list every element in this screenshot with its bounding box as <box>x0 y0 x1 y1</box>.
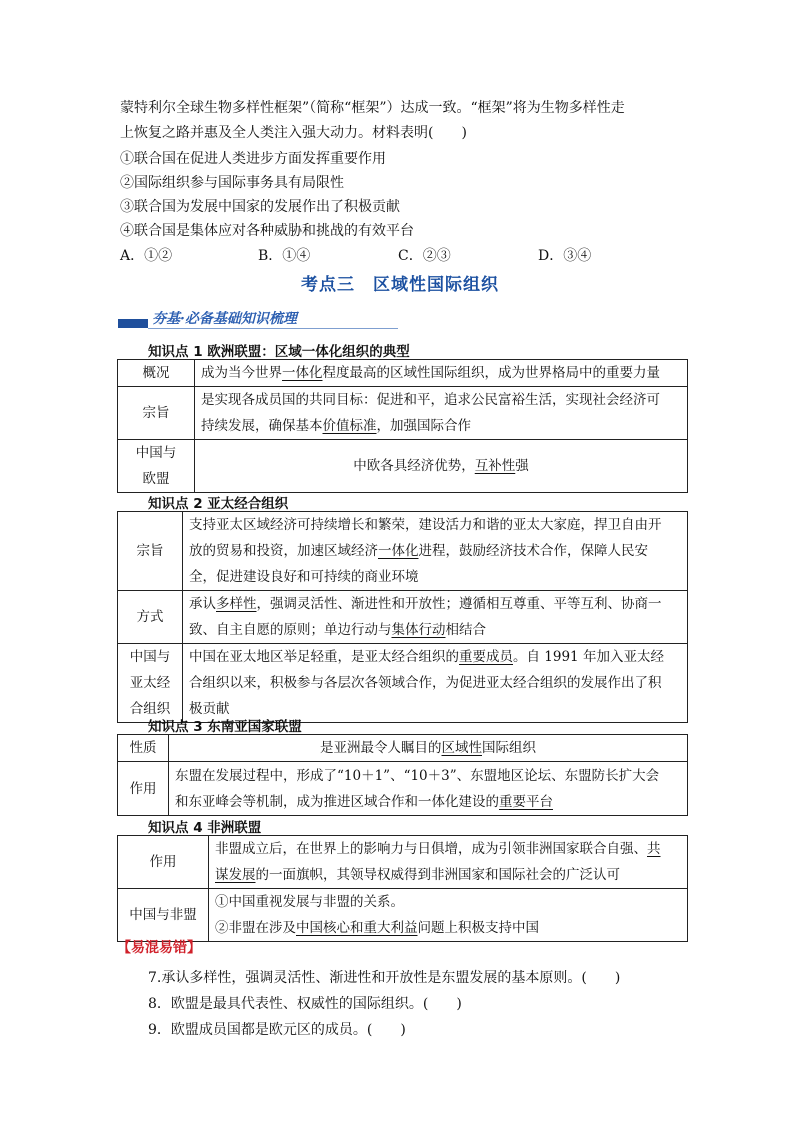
kp1-cell-overview: 成为当今世界一体化程度最高的区域性国际组织，成为世界格局中的重要力量 <box>195 360 688 387</box>
kp4-title: 知识点 4 非洲联盟 <box>148 820 262 836</box>
section-banner <box>118 308 398 330</box>
table-row <box>118 360 688 387</box>
option-c: C．②③ <box>398 248 451 264</box>
section-title: 考点三 区域性国际组织 <box>301 275 499 295</box>
kp2-cell-purpose: 支持亚太区域经济可持续增长和繁荣，建设活力和谐的亚太大家庭，捍卫自由开 放的贸易和投资，加速区域经济一体化进程，鼓励经济技术合作，保障人民安 全，促进建设良好和可持续的商业环境 <box>183 512 688 591</box>
kp2-label-method: 方式 <box>118 591 183 644</box>
judgement-8: 8．欧盟是最具代表性、权威性的国际组织。( ) <box>148 996 462 1012</box>
table-row <box>118 512 688 591</box>
kp1-label-purpose: 宗旨 <box>118 387 195 440</box>
kp4-table <box>117 835 688 942</box>
kp1-table <box>117 359 688 493</box>
option-b: B．①④ <box>258 248 311 264</box>
kp1-cell-china: 中欧各具经济优势，互补性强 <box>195 440 688 493</box>
kp2-table <box>117 511 688 723</box>
kp1-cell-purpose: 是实现各成员国的共同目标：促进和平，追求公民富裕生活，实现社会经济可 持续发展，确保基本价值标准，加强国际合作 <box>195 387 688 440</box>
kp3-table <box>117 734 688 816</box>
question-item-4: ④联合国是集体应对各种威胁和挑战的有效平台 <box>120 223 414 239</box>
banner-rule <box>148 328 398 329</box>
kp2-label-purpose: 宗旨 <box>118 512 183 591</box>
table-row <box>118 387 688 440</box>
question-item-1: ①联合国在促进人类进步方面发挥重要作用 <box>120 151 386 167</box>
kp4-cell-china: ①中国重视发展与非盟的关系。 ②非盟在涉及中国核心和重大利益问题上积极支持中国 <box>209 889 688 942</box>
kp1-title: 知识点 1 欧洲联盟：区域一体化组织的典型 <box>148 344 410 360</box>
kp4-label-china: 中国与非盟 <box>118 889 209 942</box>
kp3-title: 知识点 3 东南亚国家联盟 <box>148 719 302 735</box>
kp4-cell-role: 非盟成立后，在世界上的影响力与日俱增，成为引领非洲国家联合自强、共 谋发展的一面旗帜，其领导权威得到非洲国家和国际社会的广泛认可 <box>209 836 688 889</box>
judgement-7: 7.承认多样性，强调灵活性、渐进性和开放性是东盟发展的基本原则。( ) <box>148 970 621 986</box>
question-item-3: ③联合国为发展中国家的发展作出了积极贡献 <box>120 199 400 215</box>
kp3-cell-nature: 是亚洲最令人瞩目的区域性国际组织 <box>169 735 688 762</box>
table-row <box>118 591 688 644</box>
kp1-label-china: 中国与 欧盟 <box>118 440 195 493</box>
option-d: D．③④ <box>538 248 592 264</box>
kp3-cell-role: 东盟在发展过程中，形成了“10＋1”、“10＋3”、东盟地区论坛、东盟防长扩大会 和东亚峰会等机制，成为推进区域合作和一体化建设的重要平台 <box>169 762 688 816</box>
table-row <box>118 440 688 493</box>
table-row <box>118 836 688 889</box>
banner-text: 夯基·必备基础知识梳理 <box>152 311 297 327</box>
question-item-2: ②国际组织参与国际事务具有局限性 <box>120 175 344 191</box>
table-row <box>118 735 688 762</box>
question-line-1: 蒙特利尔全球生物多样性框架”（简称“框架”）达成一致。“框架”将为生物多样性走 <box>120 100 625 116</box>
table-row <box>118 644 688 723</box>
kp1-label-overview: 概况 <box>118 360 195 387</box>
banner-bar-icon <box>118 319 148 328</box>
kp4-label-role: 作用 <box>118 836 209 889</box>
kp2-cell-method: 承认多样性，强调灵活性、渐进性和开放性；遵循相互尊重、平等互利、协商一 致、自主自愿的原则；单边行动与集体行动相结合 <box>183 591 688 644</box>
option-a: A．①② <box>120 248 173 264</box>
question-line-2: 上恢复之路并惠及全人类注入强大动力。材料表明( ) <box>120 125 467 141</box>
kp3-label-nature: 性质 <box>118 735 169 762</box>
kp2-cell-china: 中国在亚太地区举足轻重，是亚太经合组织的重要成员。自 1991 年加入亚太经 合组织以来，积极参与各层次各领域合作，为促进亚太经合组织的发展作出了积 极贡献 <box>183 644 688 723</box>
kp2-title: 知识点 2 亚太经合组织 <box>148 496 289 512</box>
confusion-tag: 【易混易错】 <box>117 940 201 956</box>
kp2-label-china: 中国与 亚太经 合组织 <box>118 644 183 723</box>
kp3-label-role: 作用 <box>118 762 169 816</box>
table-row <box>118 889 688 942</box>
table-row <box>118 762 688 816</box>
judgement-9: 9．欧盟成员国都是欧元区的成员。( ) <box>148 1022 406 1038</box>
